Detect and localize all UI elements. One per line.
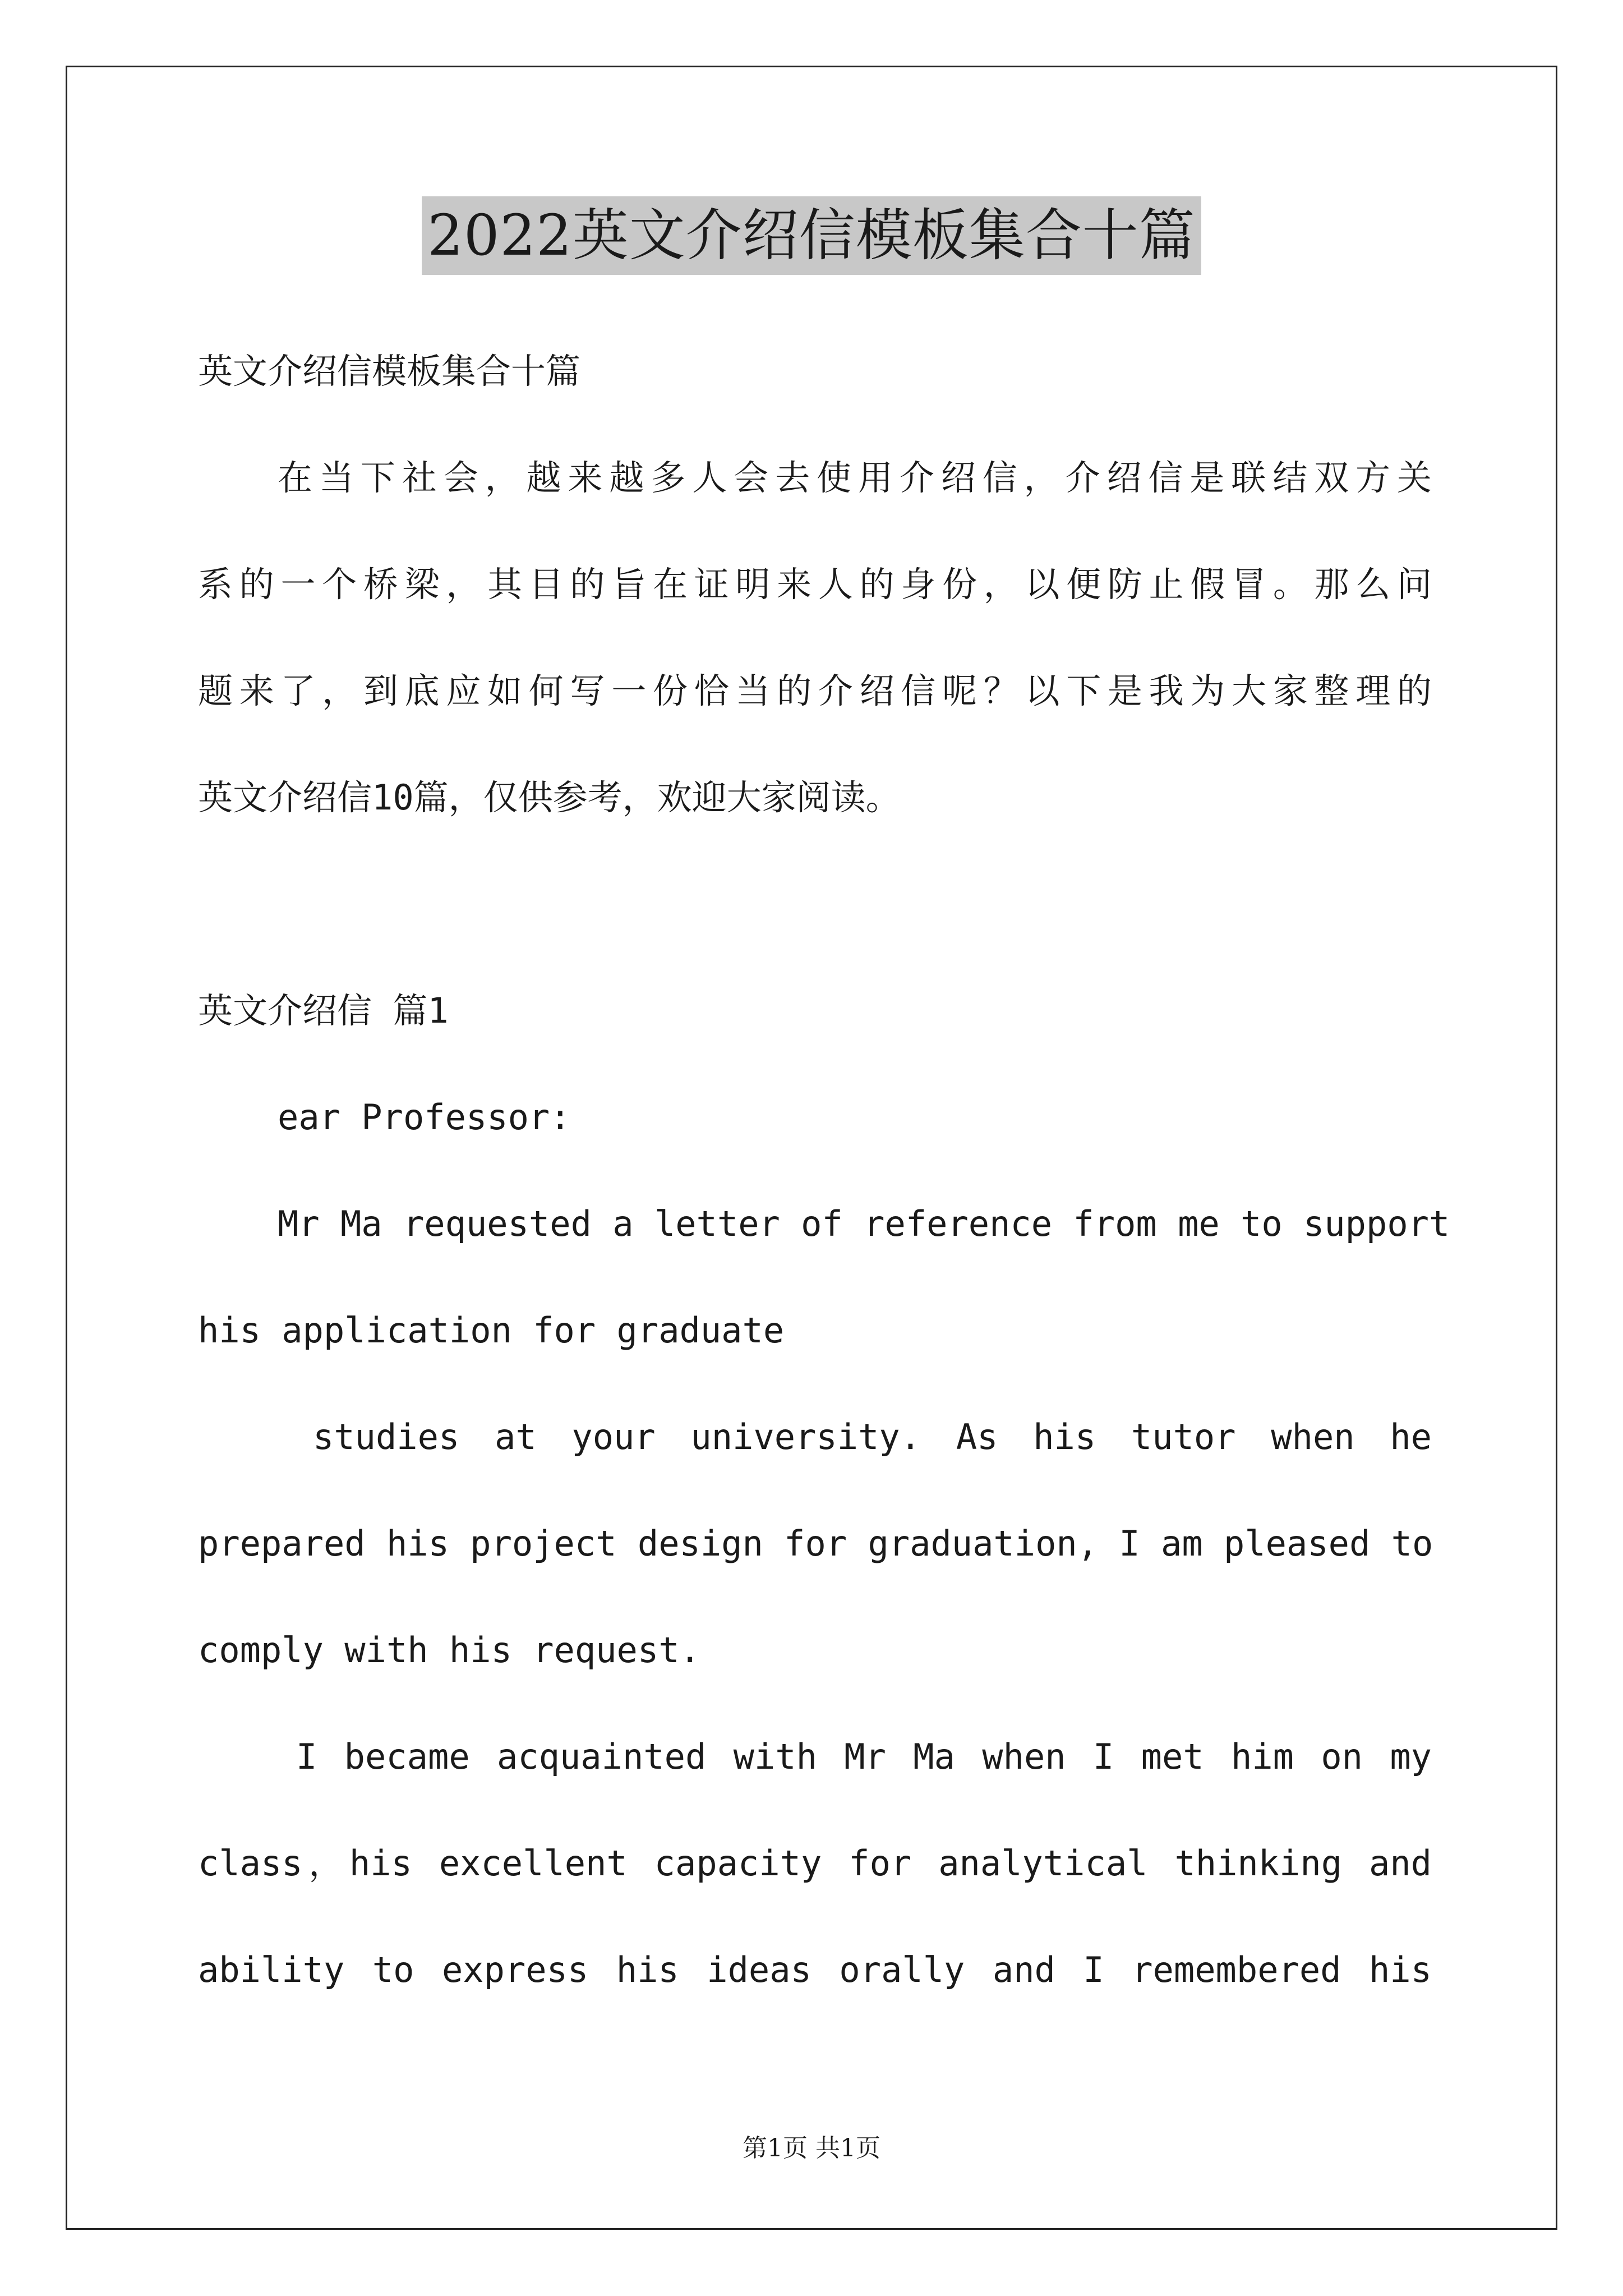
- subtitle: 英文介绍信模板集合十篇: [198, 351, 581, 392]
- intro-line: 在当下社会，越来越多人会去使用介绍信，介绍信是联结双方关: [278, 457, 1432, 498]
- letter-line: studies at your university. As his tutor when he: [313, 1416, 1432, 1457]
- document-title: 2022英文介绍信模板集合十篇: [422, 196, 1201, 275]
- title-container: [0, 196, 1623, 275]
- letter-line: I became acquainted with Mr Ma when I met him on my: [296, 1736, 1432, 1777]
- letter-salutation: ear Professor:: [278, 1097, 571, 1138]
- intro-line: 系的一个桥梁，其目的旨在证明来人的身份，以便防止假冒。那么问: [198, 564, 1432, 605]
- letter-line: Mr Ma requested a letter of reference from me to support: [278, 1203, 1450, 1244]
- letter-line: prepared his project design for graduation, I am pleased to: [198, 1523, 1433, 1564]
- letter-line: ability to express his ideas orally and I remembered his: [198, 1949, 1432, 1990]
- section-heading: 英文介绍信 篇1: [198, 990, 449, 1031]
- intro-line: 英文介绍信10篇，仅供参考，欢迎大家阅读。: [198, 777, 901, 818]
- letter-line: class，his excellent capacity for analytical thinking and: [198, 1843, 1432, 1884]
- letter-line: comply with his request.: [198, 1630, 700, 1671]
- letter-line: his application for graduate: [198, 1310, 785, 1351]
- intro-line: 题来了，到底应如何写一份恰当的介绍信呢？以下是我为大家整理的: [198, 670, 1432, 711]
- page-footer: 第1页 共1页: [743, 2134, 880, 2162]
